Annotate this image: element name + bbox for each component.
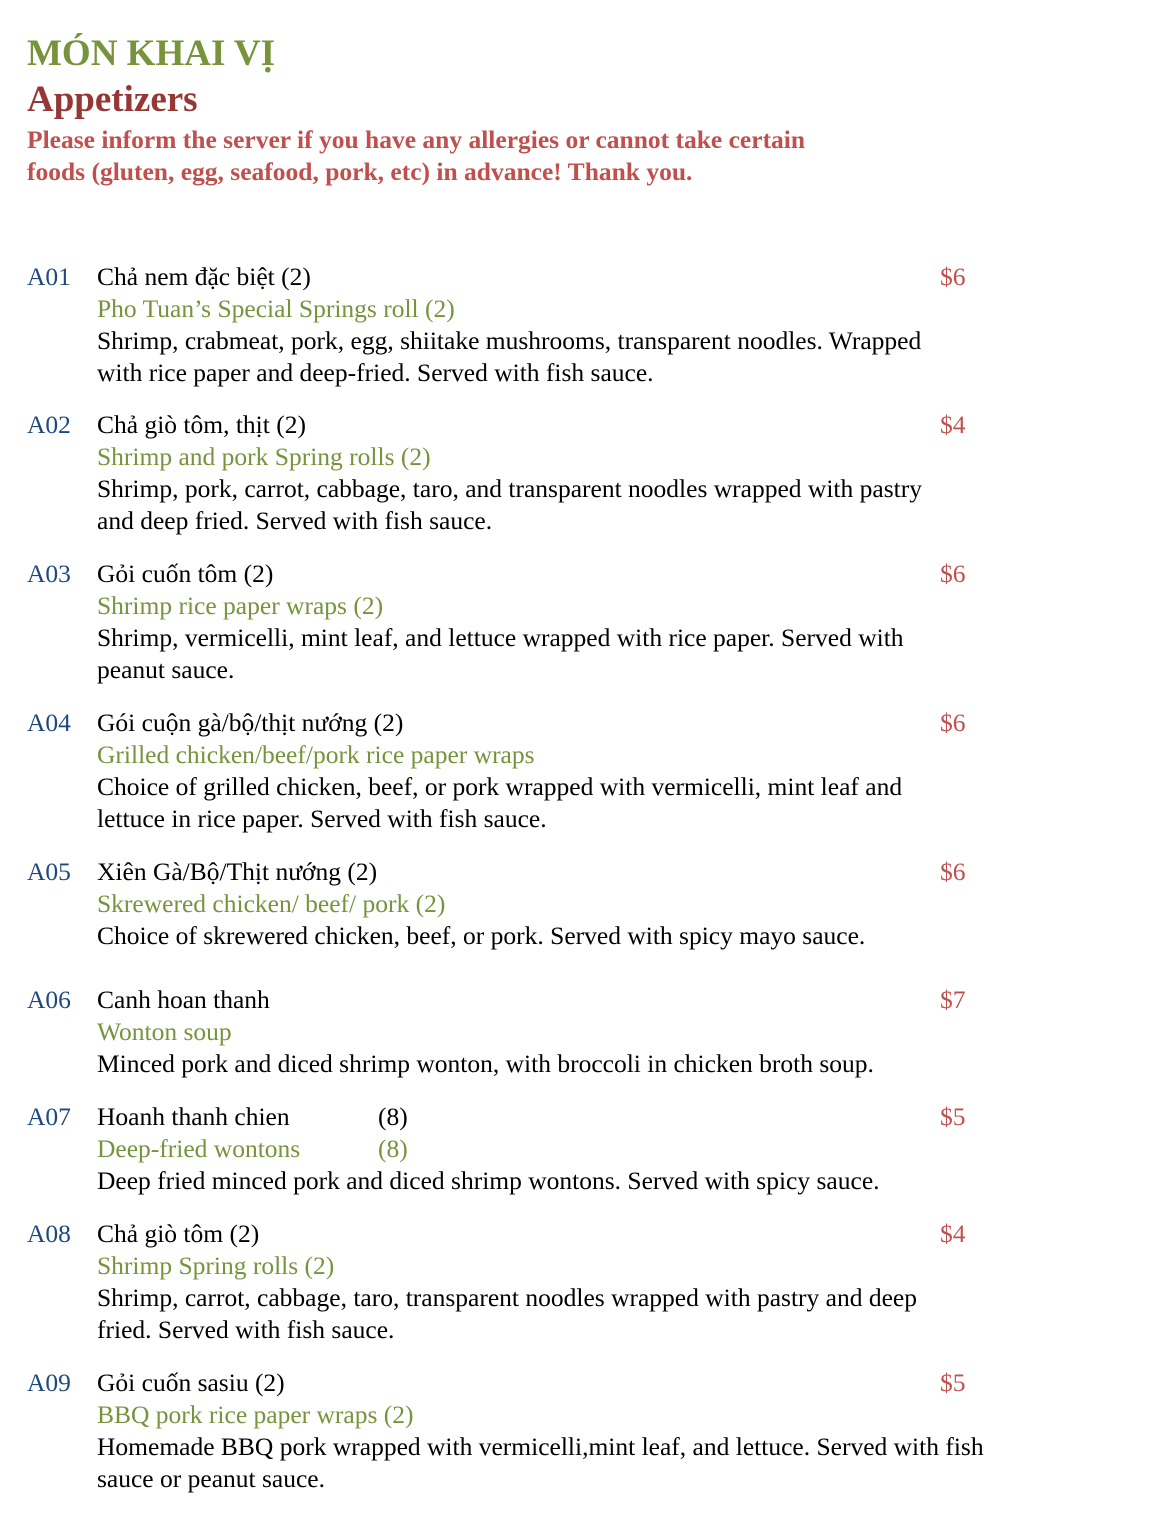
item-price: $4 (940, 410, 966, 439)
item-quantity-vietnamese: (8) (378, 1102, 408, 1131)
item-code: A02 (27, 410, 71, 439)
item-code: A03 (27, 559, 71, 588)
item-code: A07 (27, 1102, 71, 1131)
item-name-vietnamese: Chả giò tôm, thịt (2) (97, 410, 306, 439)
item-description (97, 1165, 1097, 1197)
item-name-vietnamese: Xiên Gà/Bộ/Thịt nướng (2) (97, 857, 378, 886)
item-quantity-english: (8) (378, 1134, 408, 1163)
item-name-english: Deep-fried wontons (97, 1134, 301, 1163)
item-description (97, 1431, 1097, 1495)
item-name-vietnamese: Gỏi cuốn tôm (2) (97, 559, 274, 588)
item-description (97, 771, 1097, 835)
item-name-vietnamese: Chả nem đặc biệt (2) (97, 262, 311, 291)
item-description-line: and deep fried. Served with fish sauce. (97, 506, 493, 535)
item-price: $6 (940, 708, 966, 737)
item-description-line: Choice of grilled chicken, beef, or pork wrapped with vermicelli, mint leaf and (97, 772, 903, 801)
item-code: A08 (27, 1219, 71, 1248)
item-description (97, 1048, 1097, 1080)
item-description-line: with rice paper and deep-fried. Served with fish sauce. (97, 358, 654, 387)
item-price: $5 (940, 1368, 966, 1397)
item-description-line: Shrimp, carrot, cabbage, taro, transparent noodles wrapped with pastry and deep (97, 1283, 917, 1312)
item-description-line: peanut sauce. (97, 655, 235, 684)
item-name-vietnamese: Gói cuộn gà/bộ/thịt nướng (2) (97, 708, 404, 737)
item-name-english: Shrimp rice paper wraps (2) (97, 591, 384, 620)
allergy-notice-line: foods (gluten, egg, seafood, pork, etc) in advance! Thank you. (27, 157, 693, 186)
section-title-english: Appetizers (27, 79, 198, 120)
item-description (97, 1282, 1097, 1346)
item-code: A04 (27, 708, 71, 737)
item-price: $5 (940, 1102, 966, 1131)
item-name-english: Wonton soup (97, 1017, 232, 1046)
item-description (97, 920, 1097, 952)
item-name-english: Skrewered chicken/ beef/ pork (2) (97, 889, 446, 918)
allergy-notice-line: Please inform the server if you have any allergies or cannot take certain (27, 125, 806, 154)
item-name-vietnamese: Hoanh thanh chien (97, 1102, 290, 1131)
item-description-line: Shrimp, vermicelli, mint leaf, and lettuce wrapped with rice paper. Served with (97, 623, 904, 652)
item-description (97, 473, 1097, 537)
item-code: A01 (27, 262, 71, 291)
item-price: $6 (940, 857, 966, 886)
item-description-line: Shrimp, crabmeat, pork, egg, shiitake mushrooms, transparent noodles. Wrapped (97, 326, 922, 355)
item-description-line: Shrimp, pork, carrot, cabbage, taro, and transparent noodles wrapped with pastry (97, 474, 922, 503)
item-name-english: Shrimp Spring rolls (2) (97, 1251, 335, 1280)
item-description (97, 325, 1097, 389)
item-price: $6 (940, 559, 966, 588)
item-name-vietnamese: Gỏi cuốn sasiu (2) (97, 1368, 285, 1397)
item-name-english: Grilled chicken/beef/pork rice paper wraps (97, 740, 535, 769)
item-description-line: lettuce in rice paper. Served with fish sauce. (97, 804, 547, 833)
item-price: $7 (940, 985, 966, 1014)
item-name-english: Pho Tuan’s Special Springs roll (2) (97, 294, 455, 323)
item-description-line: Minced pork and diced shrimp wonton, with broccoli in chicken broth soup. (97, 1049, 874, 1078)
item-price: $6 (940, 262, 966, 291)
item-code: A09 (27, 1368, 71, 1397)
item-code: A05 (27, 857, 71, 886)
item-name-english: BBQ pork rice paper wraps (2) (97, 1400, 414, 1429)
section-title-vietnamese: MÓN KHAI VỊ (27, 33, 276, 74)
item-name-vietnamese: Chả giò tôm (2) (97, 1219, 260, 1248)
item-name-english: Shrimp and pork Spring rolls (2) (97, 442, 431, 471)
allergy-notice (27, 124, 987, 188)
item-description-line: Deep fried minced pork and diced shrimp wontons. Served with spicy sauce. (97, 1166, 880, 1195)
item-description (97, 622, 1097, 686)
item-description-line: fried. Served with fish sauce. (97, 1315, 395, 1344)
item-code: A06 (27, 985, 71, 1014)
item-price: $4 (940, 1219, 966, 1248)
item-description-line: Homemade BBQ pork wrapped with vermicelli,mint leaf, and lettuce. Served with fish (97, 1432, 984, 1461)
item-description-line: Choice of skrewered chicken, beef, or pork. Served with spicy mayo sauce. (97, 921, 866, 950)
item-name-vietnamese: Canh hoan thanh (97, 985, 270, 1014)
item-description-line: sauce or peanut sauce. (97, 1464, 325, 1493)
